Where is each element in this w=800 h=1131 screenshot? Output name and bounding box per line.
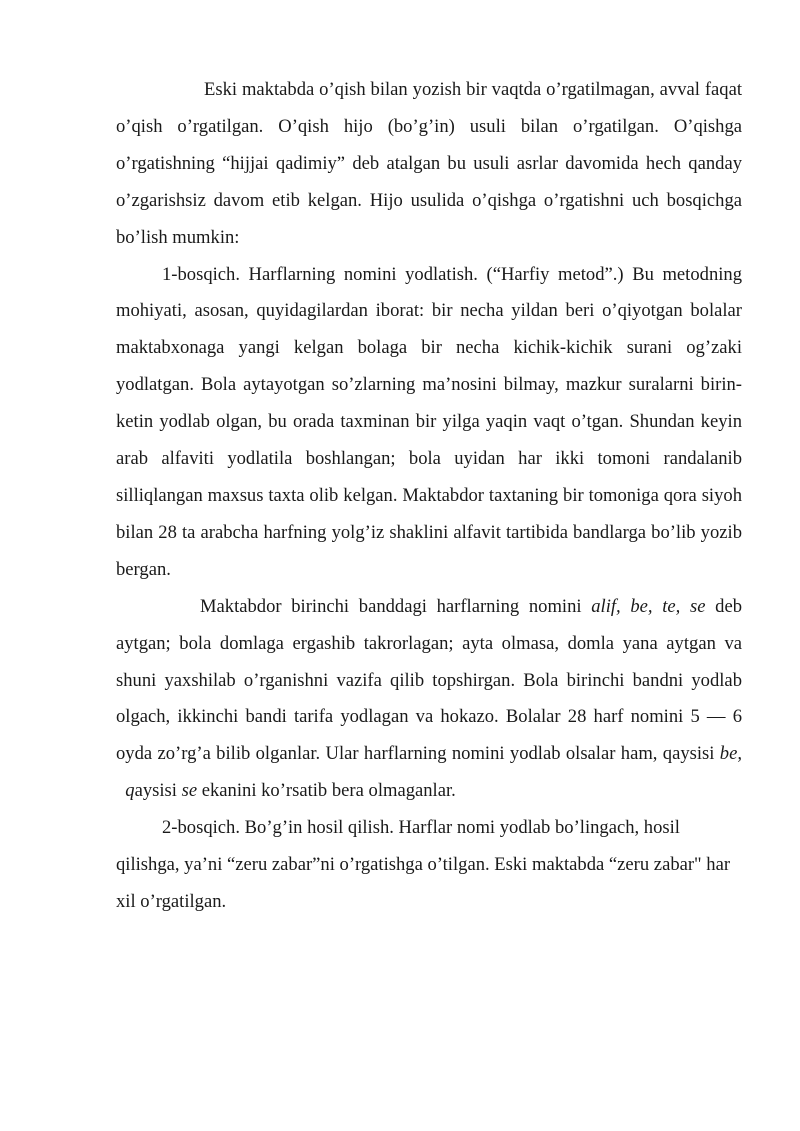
para3-mid [116, 780, 125, 801]
body-text [116, 72, 742, 921]
para3-rest: deb aytgan; bola domlaga ergashib takrorlagan; ayta olmasa, domla yana aytgan va shuni yaxshilab o’rganishni vazifa qilib topshirgan. Bola birinchi bandni yodlab olgach, ikkinchi bandi tarifa yodlagan va hokazo. Bolalar 28 harf nomini 5 — 6 oyda zo’rg’a bilib olganlar. Ular harflarning nomini yodlab olsalar ham, qaysisi [116, 595, 742, 765]
paragraph-4: 2-bosqich. Bo’g’in hosil qilish. Harflar nomi yodlab bo’lingach, hosil qilishga, ya’ni “zeru zabar”ni o’rgatishga o’tilgan. Eski maktabda “zeru zabar" har xil o’rgatilgan. [116, 817, 731, 912]
paragraph-3 [116, 589, 742, 810]
paragraph-1: Eski maktabda o’qish bilan yozish bir vaqtda o’rgatilmagan, avval faqat o’qish o’rgatilgan. O’qish hijo (bo’g’in) usuli bilan o’rgatilgan. O’qishga o’rgatishning “hijjai qadimiy” deb atalgan bu usuli asrlar davomida hech qanday o’zgarishsiz davom etib kelgan. Hijo usulida o’qishga o’rgatishni uch bosqichga bo’lish mumkin: [116, 79, 742, 248]
para3-italic-be: be, [719, 743, 742, 765]
para3-italic-se: se [181, 780, 198, 802]
para3-aysisi: aysisi [134, 780, 182, 802]
para3-end: ekanini ko’rsatib bera olmaganlar. [197, 780, 456, 802]
para3-lead: Maktabdor birinchi banddagi harflarning nomini [200, 595, 592, 617]
para3-italic-letters: alif, be, te, se [591, 595, 706, 617]
para3-italic-q: q [125, 780, 135, 802]
paragraph-2: 1-bosqich. Harflarning nomini yodlatish. (“Harfiy metod”.) Bu metodning mohiyati, asosan, quyidagilardan iborat: bir necha yildan beri o’qiyotgan bolalar maktabxonaga yangi kelgan bolaga bir necha kichik-kichik surani og’zaki yodlatgan. Bola aytayotgan so’zlarning ma’nosini bilmay, mazkur suralarni birin-ketin yodlab olgan, bu orada taxminan bir yilga yaqin vaqt o’tgan. Shundan keyin arab alfaviti yodlatila boshlangan; bola uyidan har ikki tomoni randalanib silliqlangan maxsus taxta olib kelgan. Maktabdor taxtaning bir tomoniga qora siyoh bilan 28 ta arabcha harfning yolg’iz shaklini alfavit tartibida bandlarga bo’lib yozib bergan. [116, 263, 742, 580]
